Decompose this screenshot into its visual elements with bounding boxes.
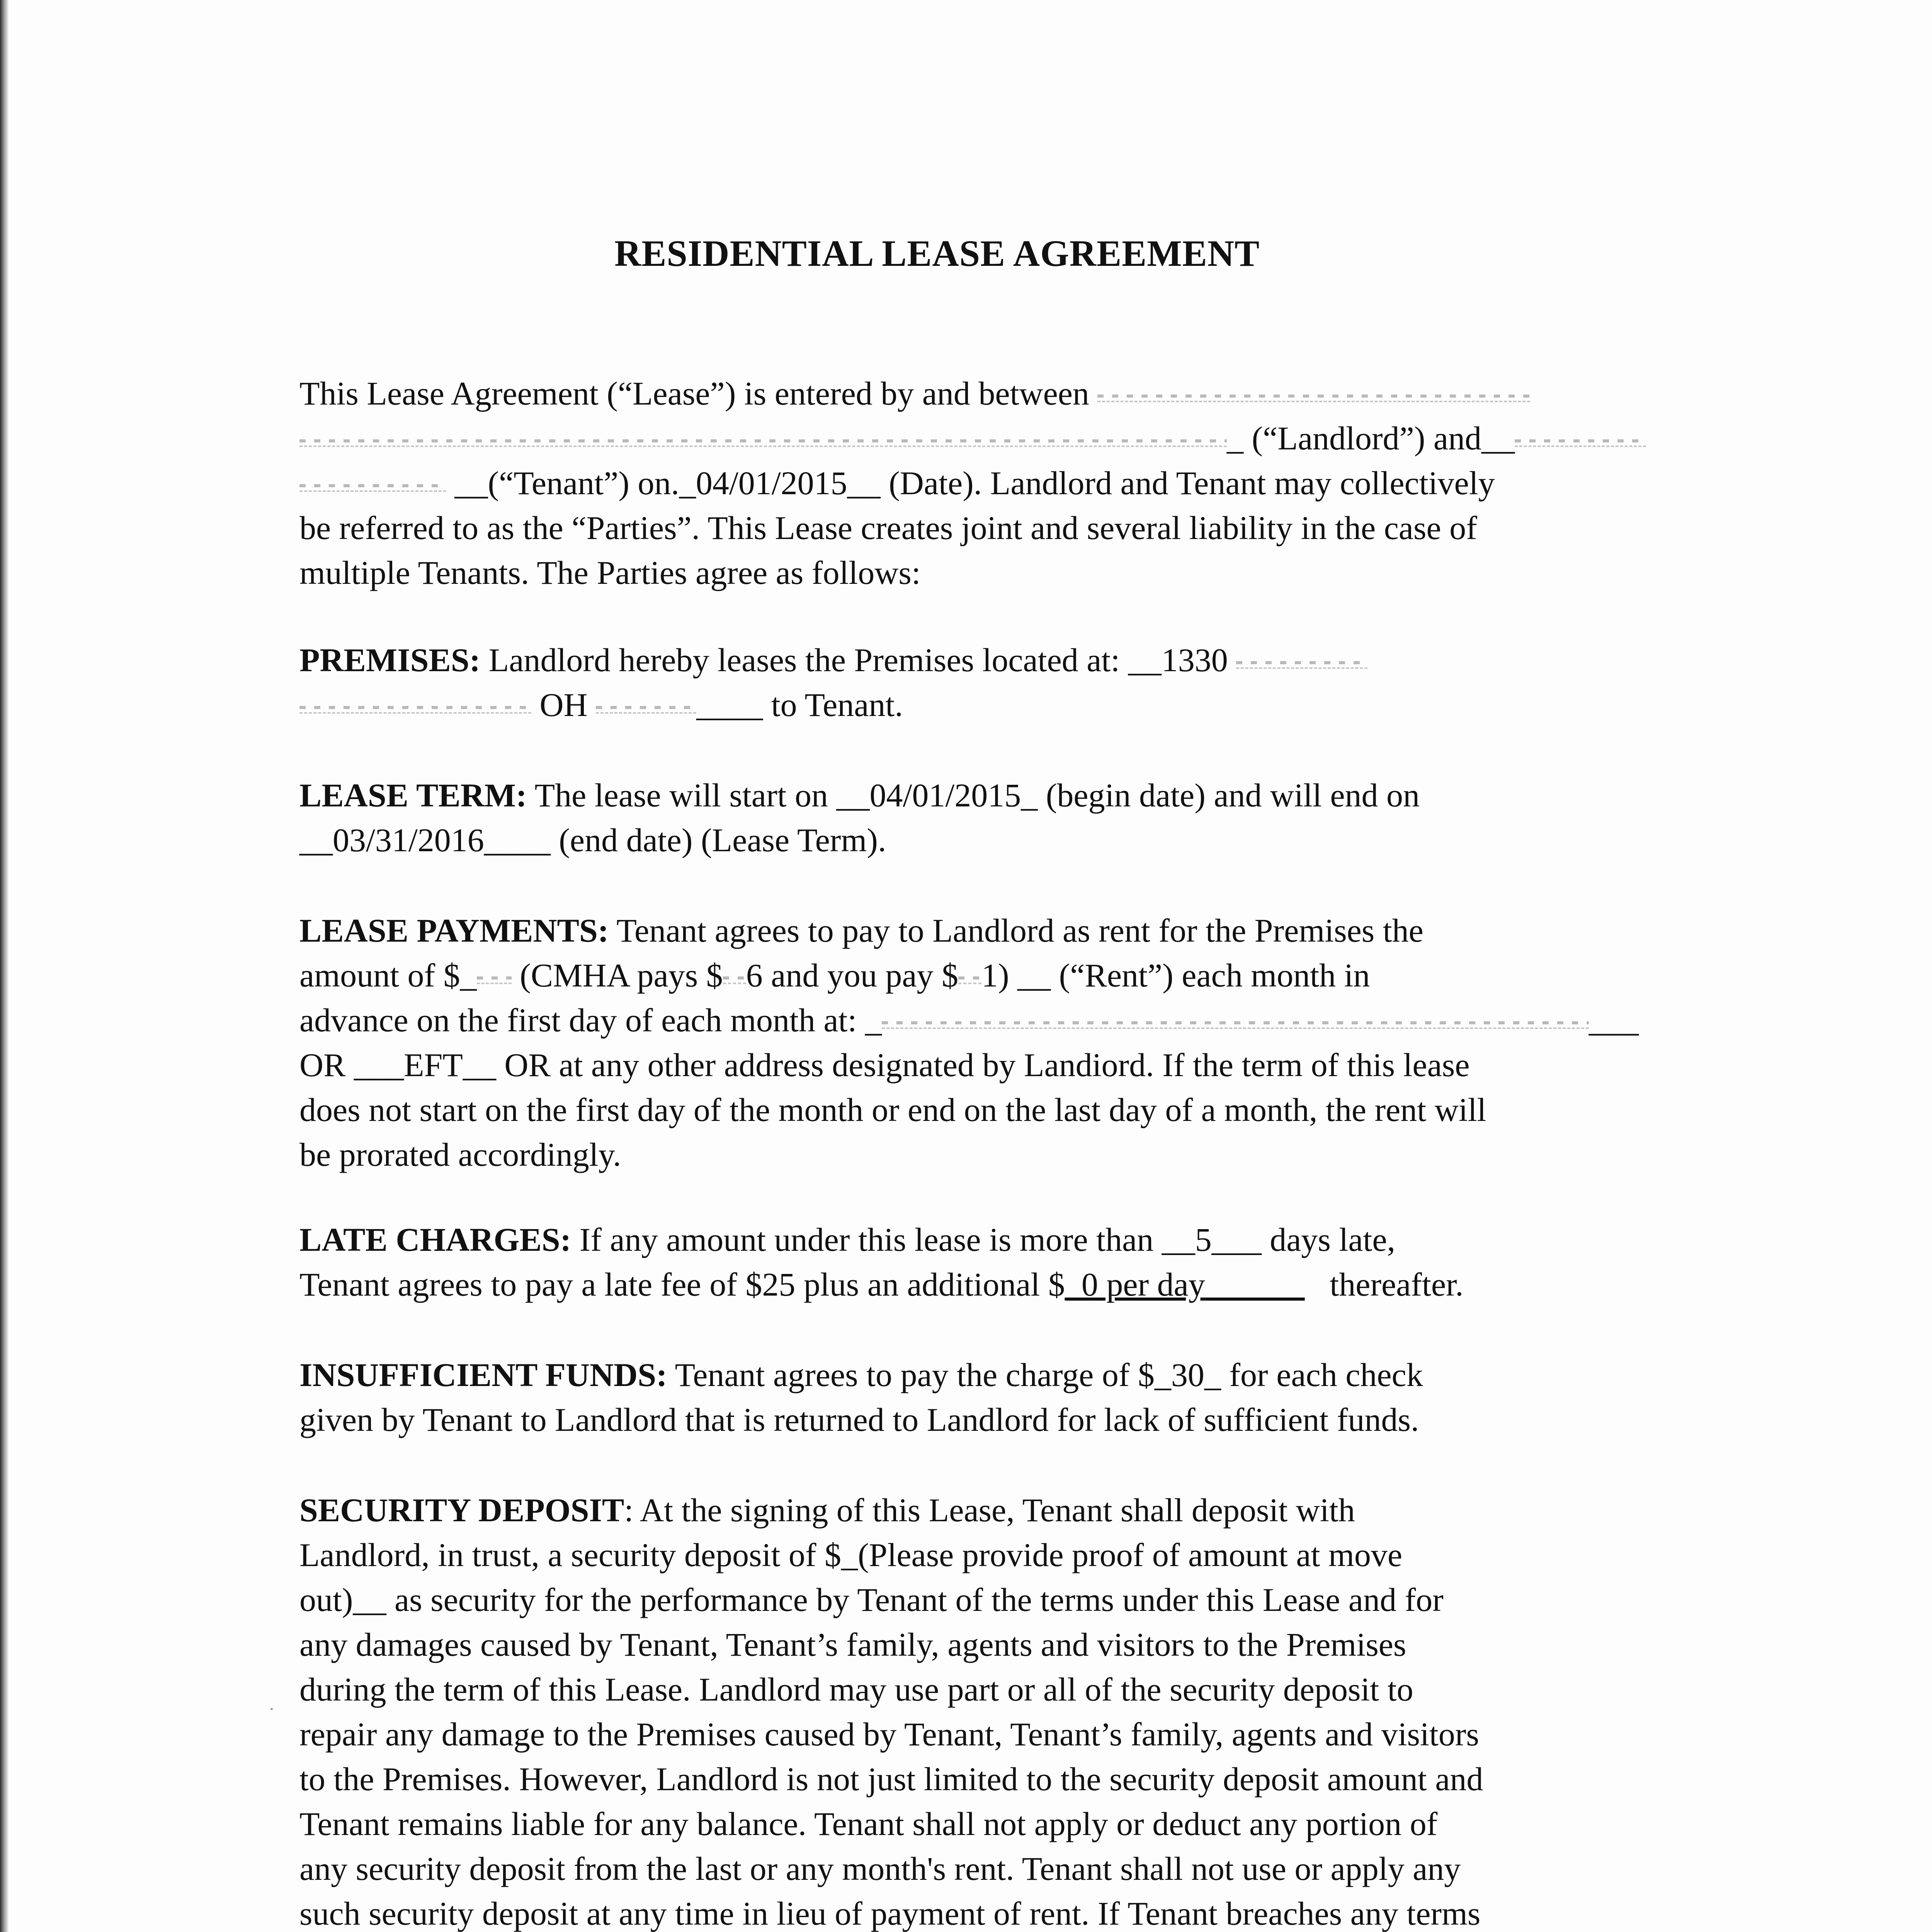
redacted-payment-address [882, 1018, 1589, 1029]
security-line-8: Tenant remains liable for any balance. Tenant shall not apply or deduct any portion of [299, 1805, 1438, 1842]
premises-heading: PREMISES: [299, 641, 481, 679]
scan-left-edge [0, 0, 9, 1932]
security-line-4: any damages caused by Tenant, Tenant’s family, agents and visitors to the Premises [299, 1626, 1406, 1663]
security-line-9: any security deposit from the last or any month's rent. Tenant shall not use or apply any [299, 1850, 1461, 1887]
late-charges-section [299, 1217, 1690, 1307]
redacted-cmha-amount [723, 973, 746, 984]
security-line-5: during the term of this Lease. Landlord may use part or all of the security deposit to [299, 1671, 1413, 1708]
security-line-1: SECURITY DEPOSIT: At the signing of this Lease, Tenant shall deposit with [299, 1492, 1355, 1529]
late-charges-line-1: LATE CHARGES: If any amount under this lease is more than __5___ days late, [299, 1221, 1395, 1258]
lease-term-line-2: __03/31/2016____ (end date) (Lease Term). [299, 821, 886, 859]
redacted-landlord-name [1097, 391, 1530, 402]
redacted-street [1236, 658, 1367, 669]
late-charges-heading: LATE CHARGES: [299, 1221, 571, 1258]
scan-speck [270, 1708, 273, 1710]
insufficient-funds-line-1: INSUFFICIENT FUNDS: Tenant agrees to pay the charge of $_30_ for each check [299, 1356, 1423, 1393]
payments-line-6: be prorated accordingly. [299, 1136, 621, 1173]
document-title: RESIDENTIAL LEASE AGREEMENT [614, 233, 1260, 274]
payments-line-4: OR ___EFT__ OR at any other address designated by Landiord. If the term of this lease [299, 1046, 1470, 1083]
redacted-zip [596, 703, 696, 714]
insufficient-funds-line-2: given by Tenant to Landlord that is returned to Landlord for lack of sufficient funds. [299, 1401, 1419, 1438]
security-line-7: to the Premises. However, Landlord is not just limited to the security deposit amount and [299, 1760, 1483, 1798]
payments-line-2: amount of $_ (CMHA pays $ 6 and you pay $ 1) __ (“Rent”) each month in [299, 957, 1370, 994]
premises-line-2: OH ____ to Tenant. [299, 682, 1690, 727]
security-line-3: out)__ as security for the performance by Tenant of the terms under this Lease and for [299, 1581, 1444, 1618]
redacted-city [299, 703, 531, 714]
security-line-10: such security deposit at any time in lieu of payment of rent. If Tenant breaches any terms [299, 1895, 1481, 1932]
redacted-tenant-name [1515, 436, 1646, 447]
payments-line-3: advance on the first day of each month at: _ ___ [299, 1002, 1639, 1039]
intro-line-1: This Lease Agreement (“Lease”) is entered by and between [299, 371, 1690, 416]
lease-term-line-1: LEASE TERM: The lease will start on __04/01/2015_ (begin date) and will end on [299, 777, 1420, 814]
intro-line-3: __(“Tenant”) on._04/01/2015__ (Date). Landlord and Tenant may collectively [299, 461, 1690, 505]
security-line-6: repair any damage to the Premises caused by Tenant, Tenant’s family, agents and visitors [299, 1716, 1479, 1753]
late-fee-per-day-value: _0 per day [1065, 1266, 1205, 1303]
intro-line-4: be referred to as the “Parties”. This Lease creates joint and several liability in the case of [299, 509, 1477, 546]
redacted-rent-amount [477, 973, 512, 984]
security-line-2: Landlord, in trust, a security deposit of $_(Please provide proof of amount at move [299, 1536, 1403, 1573]
payments-line-5: does not start on the first day of the month or end on the last day of a month, the rent will [299, 1091, 1486, 1128]
redacted-landlord-detail [299, 436, 1227, 447]
intro-line-2: _ (“Landlord”) and__ [299, 416, 1690, 461]
late-charges-line-2: Tenant agrees to pay a late fee of $25 plus an additional $_0 per day thereafter. [299, 1266, 1464, 1303]
intro-paragraph [299, 371, 1690, 595]
insufficient-funds-heading: INSUFFICIENT FUNDS: [299, 1356, 667, 1393]
redacted-tenant-surname [299, 481, 446, 492]
lease-payments-heading: LEASE PAYMENTS: [299, 912, 609, 949]
lease-term-heading: LEASE TERM: [299, 777, 527, 814]
security-deposit-section [299, 1488, 1690, 1932]
intro-line-5: multiple Tenants. The Parties agree as follows: [299, 554, 921, 591]
lease-payments-section [299, 908, 1690, 1177]
insufficient-funds-section [299, 1352, 1690, 1442]
redacted-tenant-amount [958, 973, 981, 984]
premises-section [299, 638, 1690, 727]
premises-line-1: PREMISES: Landlord hereby leases the Premises located at: __1330 [299, 638, 1690, 682]
lease-term-section [299, 773, 1690, 862]
payments-line-1: LEASE PAYMENTS: Tenant agrees to pay to Landlord as rent for the Premises the [299, 912, 1423, 949]
security-deposit-heading: SECURITY DEPOSIT [299, 1492, 624, 1529]
